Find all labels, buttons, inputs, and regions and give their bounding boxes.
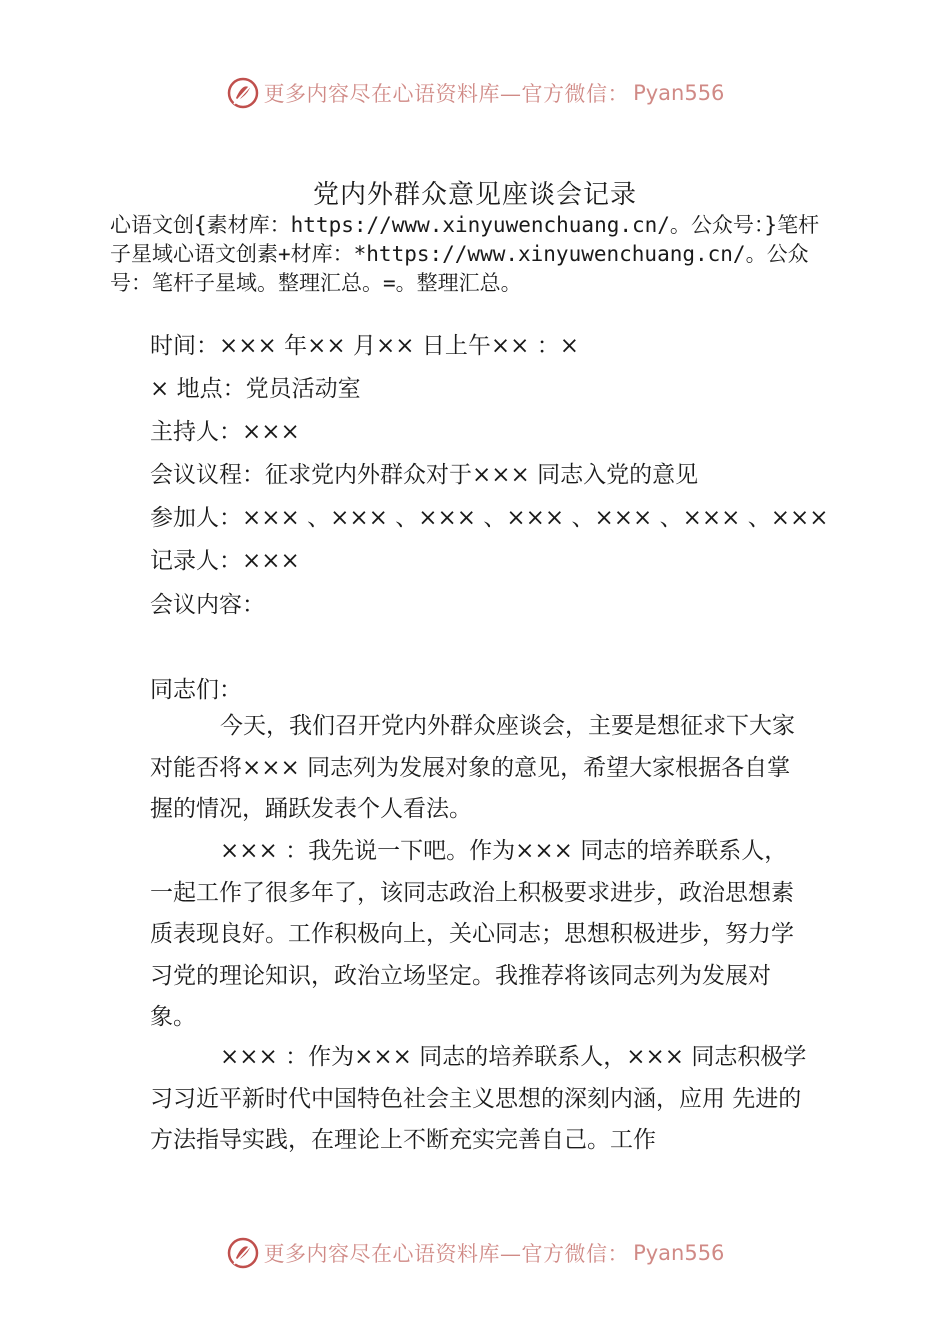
body-paragraph: 今天，我们召开党内外群众座谈会，主要是想征求下大家对能否将××× 同志列为发展对象的意见，希望大家根据各自掌握的情况，踊跃发表个人看法。 — [150, 713, 795, 822]
watermark-wechat-id: Pyan556 — [633, 1241, 725, 1265]
meta-attendees: 参加人：××× 、××× 、××× 、××× 、××× 、××× 、××× — [150, 505, 829, 531]
salutation: 同志们： — [150, 677, 242, 703]
xinyu-logo-icon — [226, 1236, 260, 1270]
meta-time: 时间：××× 年×× 月×× 日上午×× ：× — [150, 333, 579, 359]
document-title: 党内外群众意见座谈会记录 — [312, 180, 637, 210]
meta-location: × 地点：党员活动室 — [150, 376, 361, 402]
meta-agenda: 会议议程：征求党内外群众对于××× 同志入党的意见 — [150, 462, 699, 488]
watermark-text: 更多内容尽在心语资料库—官方微信： — [263, 1242, 630, 1266]
body-paragraph: ××× ：作为××× 同志的培养联系人，××× 同志积极学习习近平新时代中国特色社会主义思想的深刻内涵，应用 先进的方法指导实践，在理论上不断充实完善自己。工作 — [150, 1044, 807, 1153]
watermark-banner-top — [0, 68, 950, 118]
watermark-wechat-id: Pyan556 — [633, 81, 725, 105]
body-paragraph: ××× ：我先说一下吧。作为××× 同志的培养联系人，一起工作了很多年了，该同志政治上积极要求进步，政治思想素质表现良好。工作积极向上，关心同志；思想积极进步，努力学习党的理论知识，政治立场坚定。我推荐将该同志列为发展对象。 — [150, 838, 794, 1030]
meta-content-label: 会议内容： — [150, 592, 265, 618]
source-note: 心语文创{素材库：https://www.xinyuwenchuang.cn/。公众号：}笔杆子星域心语文创素+材库：*https://www.xinyuwenchuang.cn/。公众号：笔杆子星域。整理汇总。=。整理汇总。 — [110, 213, 820, 295]
meta-recorder: 记录人：××× — [150, 548, 300, 574]
watermark-text: 更多内容尽在心语资料库—官方微信： — [263, 82, 630, 106]
watermark-banner-bottom — [0, 1228, 950, 1278]
xinyu-logo-icon — [226, 76, 260, 110]
meta-host: 主持人：××× — [150, 419, 300, 445]
